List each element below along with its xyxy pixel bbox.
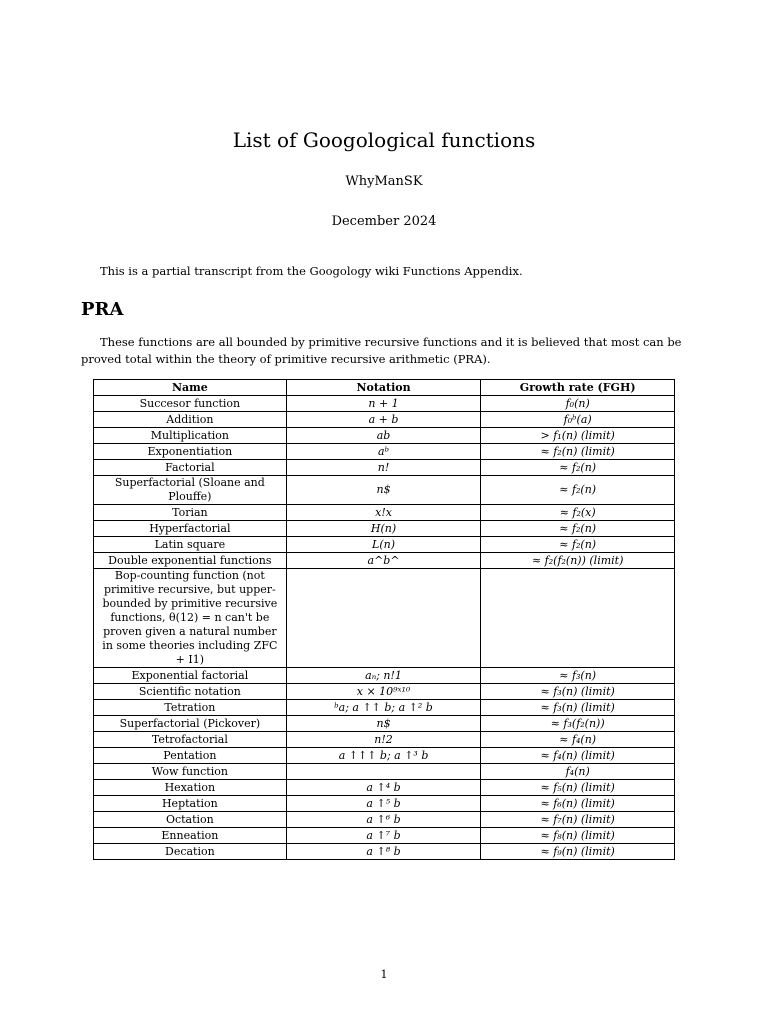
table-row [94,780,675,796]
cell-growth: ≈ f₂(n) (limit) [481,444,675,460]
intro-paragraph: This is a partial transcript from the Googology wiki Functions Appendix. [100,264,523,278]
cell-growth: ≈ f₃(f₂(n)) [481,716,675,732]
cell-growth: ≈ f₃(n) [481,668,675,684]
table-row [94,700,675,716]
table-row [94,460,675,476]
cell-notation: n!2 [286,732,481,748]
cell-notation: a ↑⁷ b [286,828,481,844]
cell-name: Addition [94,412,287,428]
cell-growth: ≈ f₉(n) (limit) [481,844,675,860]
cell-name: Enneation [94,828,287,844]
cell-growth: f₀(n) [481,396,675,412]
cell-notation: ᵇa; a ↑↑ b; a ↑² b [286,700,481,716]
functions-table [93,379,675,860]
cell-notation: x × 10⁹ˣ¹⁰ [286,684,481,700]
cell-name: Wow function [94,764,287,780]
cell-name: Superfactorial (Sloane and Plouffe) [94,476,287,505]
cell-growth: ≈ f₂(n) [481,460,675,476]
cell-growth: ≈ f₂(n) [481,537,675,553]
table-row [94,396,675,412]
cell-growth: f₄(n) [481,764,675,780]
cell-notation [286,764,481,780]
cell-name: Exponentiation [94,444,287,460]
cell-name: Exponential factorial [94,668,287,684]
cell-growth: ≈ f₈(n) (limit) [481,828,675,844]
cell-growth: ≈ f₂(n) [481,476,675,505]
cell-notation: H(n) [286,521,481,537]
table-row [94,668,675,684]
cell-notation: a ↑⁴ b [286,780,481,796]
table-row [94,844,675,860]
cell-name: Decation [94,844,287,860]
cell-name: Scientific notation [94,684,287,700]
table-row [94,428,675,444]
document-title: List of Googological functions [232,128,536,152]
table-row [94,476,675,505]
cell-growth [481,569,675,668]
cell-notation: a + b [286,412,481,428]
cell-notation: ab [286,428,481,444]
cell-growth: ≈ f₂(f₂(n)) (limit) [481,553,675,569]
document-author: WhyManSK [345,174,423,189]
cell-notation: a ↑↑↑ b; a ↑³ b [286,748,481,764]
table-row [94,748,675,764]
table-row [94,828,675,844]
table-row [94,537,675,553]
cell-notation: a^b^ [286,553,481,569]
cell-notation: n! [286,460,481,476]
column-header-name: Name [94,380,287,396]
cell-notation: a ↑⁶ b [286,812,481,828]
table-row [94,732,675,748]
cell-name: Torian [94,505,287,521]
table-row [94,796,675,812]
cell-notation: x!x [286,505,481,521]
table-header-row [94,380,675,396]
table-row [94,764,675,780]
table-row [94,521,675,537]
column-header-growth: Growth rate (FGH) [481,380,675,396]
table-row [94,812,675,828]
cell-notation: aᵇ [286,444,481,460]
cell-name: Multiplication [94,428,287,444]
table-row [94,716,675,732]
cell-notation: n$ [286,716,481,732]
cell-notation: n + 1 [286,396,481,412]
cell-notation: aₙ; n!1 [286,668,481,684]
cell-name: Octation [94,812,287,828]
column-header-notation: Notation [286,380,481,396]
cell-name: Factorial [94,460,287,476]
cell-notation: a ↑⁵ b [286,796,481,812]
table-row [94,569,675,668]
cell-name: Tetration [94,700,287,716]
cell-name: Superfactorial (Pickover) [94,716,287,732]
cell-growth: ≈ f₃(n) (limit) [481,700,675,716]
cell-growth: ≈ f₂(n) [481,521,675,537]
cell-notation [286,569,481,668]
cell-growth: ≈ f₄(n) [481,732,675,748]
cell-name: Hexation [94,780,287,796]
cell-notation: L(n) [286,537,481,553]
cell-growth: ≈ f₃(n) (limit) [481,684,675,700]
cell-notation: n$ [286,476,481,505]
cell-growth: ≈ f₄(n) (limit) [481,748,675,764]
table-row [94,684,675,700]
cell-name: Pentation [94,748,287,764]
table-row [94,505,675,521]
cell-growth: ≈ f₇(n) (limit) [481,812,675,828]
table-row [94,444,675,460]
cell-name: Double exponential functions [94,553,287,569]
cell-growth: ≈ f₂(x) [481,505,675,521]
cell-growth: f₀ᵇ(a) [481,412,675,428]
table-body [94,396,675,860]
cell-name: Heptation [94,796,287,812]
document-date: December 2024 [331,214,437,229]
cell-name: Hyperfactorial [94,521,287,537]
section-paragraph: These functions are all bounded by primitive recursive functions and it is believed that most can be proved total within the theory of primitive recursive arithmetic (PRA). [81,335,682,366]
cell-growth: > f₁(n) (limit) [481,428,675,444]
table-row [94,553,675,569]
cell-name: Latin square [94,537,287,553]
cell-notation: a ↑⁸ b [286,844,481,860]
cell-name: Succesor function [94,396,287,412]
page-number: 1 [380,968,388,981]
cell-growth: ≈ f₆(n) (limit) [481,796,675,812]
cell-name: Tetrofactorial [94,732,287,748]
cell-name: Bop-counting function (not primitive recursive, but upper-bounded by primitive recursive functions, θ(12) = n can't be proven given a natural number in some theories including ZFC + I1) [94,569,287,668]
cell-growth: ≈ f₅(n) (limit) [481,780,675,796]
section-heading: PRA [81,299,124,320]
table-row [94,412,675,428]
